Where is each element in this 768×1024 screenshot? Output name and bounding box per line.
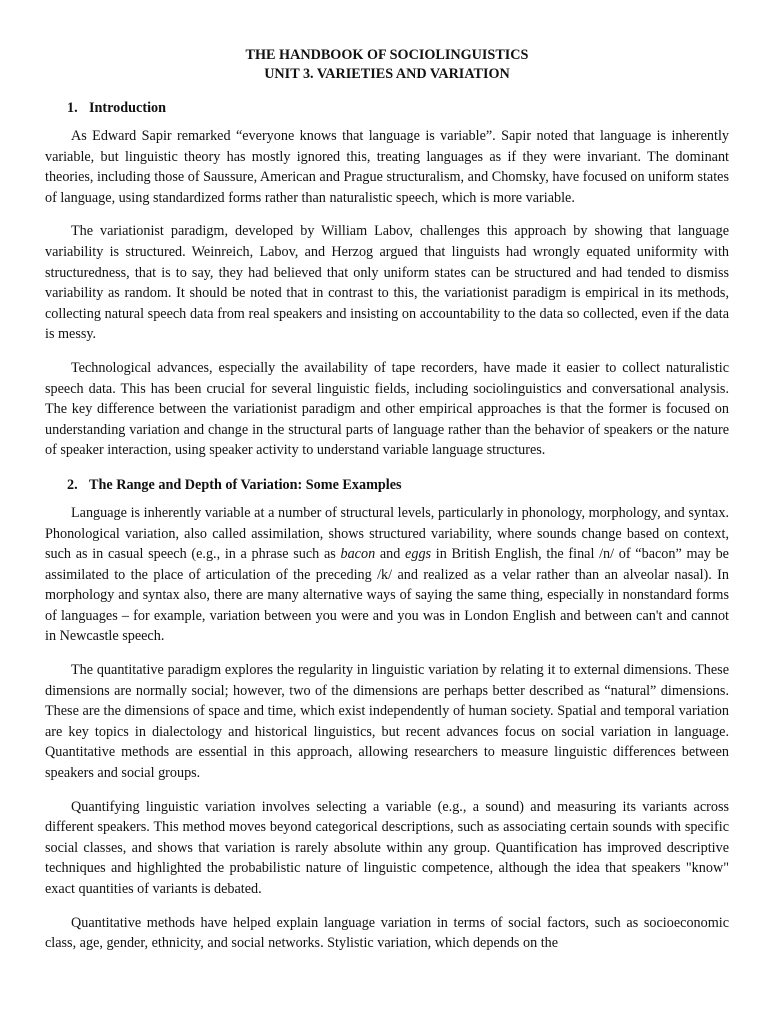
document-title-block xyxy=(45,46,729,84)
paragraph: Quantitative methods have helped explain language variation in terms of social factors, such as socioeconomic class, age, gender, ethnicity, and social networks. Stylistic variation, which depends on the xyxy=(45,914,729,952)
paragraph: The variationist paradigm, developed by William Labov, challenges this approach by showing that language variability is structured. Weinreich, Labov, and Herzog argued that linguists had wrongly equated uniformity with structuredness, that is to say, they had believed that only uniform states can be structured and had tended to dismiss variability as random. It should be noted that in contrast to this, the variationist paradigm is empirical in its methods, collecting natural speech data from real speakers and insisting on accountability to the data so collected, even if the data is messy. xyxy=(45,223,729,343)
paragraph: As Edward Sapir remarked “everyone knows that language is variable”. Sapir noted that language is inherently variable, but linguistic theory has mostly ignored this, treating languages as if they were invariant. The dominant theories, including those of Saussure, American and Prague structuralism, and Chomsky, have focused on uniform states of language, using standardized forms rather than naturalistic speech, which is more variable. xyxy=(45,128,729,206)
paragraph: The quantitative paradigm explores the regularity in linguistic variation by relating it to external dimensions. These dimensions are normally social; however, two of the dimensions are perhaps better described as “natural” dimensions. These are the dimensions of space and time, which exist independently of human society. Spatial and temporal variation are key topics in dialectology and historical linguistics, but recent advances focus on social variation in language. Quantitative methods are essential in this approach, allowing researchers to measure linguistic differences between speakers and social groups. xyxy=(45,662,729,782)
document-title: THE HANDBOOK OF SOCIOLINGUISTICS xyxy=(245,47,529,63)
section-heading-range-and-depth xyxy=(67,475,729,495)
paragraph: Technological advances, especially the availability of tape recorders, have made it easier to collect naturalistic speech data. This has been crucial for several linguistic fields, including sociolinguistics and conversational analysis. The key difference between the variationist paradigm and other empirical approaches is that the former is focused on understanding variation and change in the structural parts of language rather than the behavior of speakers or the nature of speaker interaction, using speaker activity to understand variable language structures. xyxy=(45,359,729,459)
document-page xyxy=(45,46,729,967)
italic-term: bacon xyxy=(340,546,376,563)
section-number: 1. xyxy=(67,100,78,116)
paragraph xyxy=(45,503,729,647)
document-subtitle: UNIT 3. VARIETIES AND VARIATION xyxy=(264,66,510,82)
section-heading-introduction xyxy=(67,98,729,118)
paragraph-text: Language is inherently variable at a number of structural levels, particularly in phonology, morphology, and syntax. Phonological variation, also called assimilation, shows structured variability, where sounds change based on context, such as in casual speech (e.g., in a phrase such as xyxy=(45,504,729,563)
paragraph-text: and xyxy=(375,546,406,563)
paragraph: Quantifying linguistic variation involves selecting a variable (e.g., a sound) and measuring its variants across different speakers. This method moves beyond categorical descriptions, such as associating certain sounds with specific social classes, and shows that variation is rarely absolute within any group. Quantification has improved descriptive techniques and highlighted the probabilistic nature of linguistic competence, although the idea that speakers "know" exact quantities of variants is debated. xyxy=(45,798,729,897)
section-title: The Range and Depth of Variation: Some Examples xyxy=(89,476,402,493)
section-number: 2. xyxy=(67,476,78,493)
section-title: Introduction xyxy=(89,100,166,116)
italic-term: eggs xyxy=(405,546,432,563)
paragraph-text: in British English, the final /n/ of “bacon” may be assimilated to the place of articulation of the preceding /k/ and realized as a velar rather than an alveolar nasal). In morphology and syntax also, there are many alternative ways of saying the same thing, especially in nonstandard forms of languages – for example, variation between you were and you was in London English and between can't and cannot in Newcastle speech. xyxy=(45,546,729,645)
